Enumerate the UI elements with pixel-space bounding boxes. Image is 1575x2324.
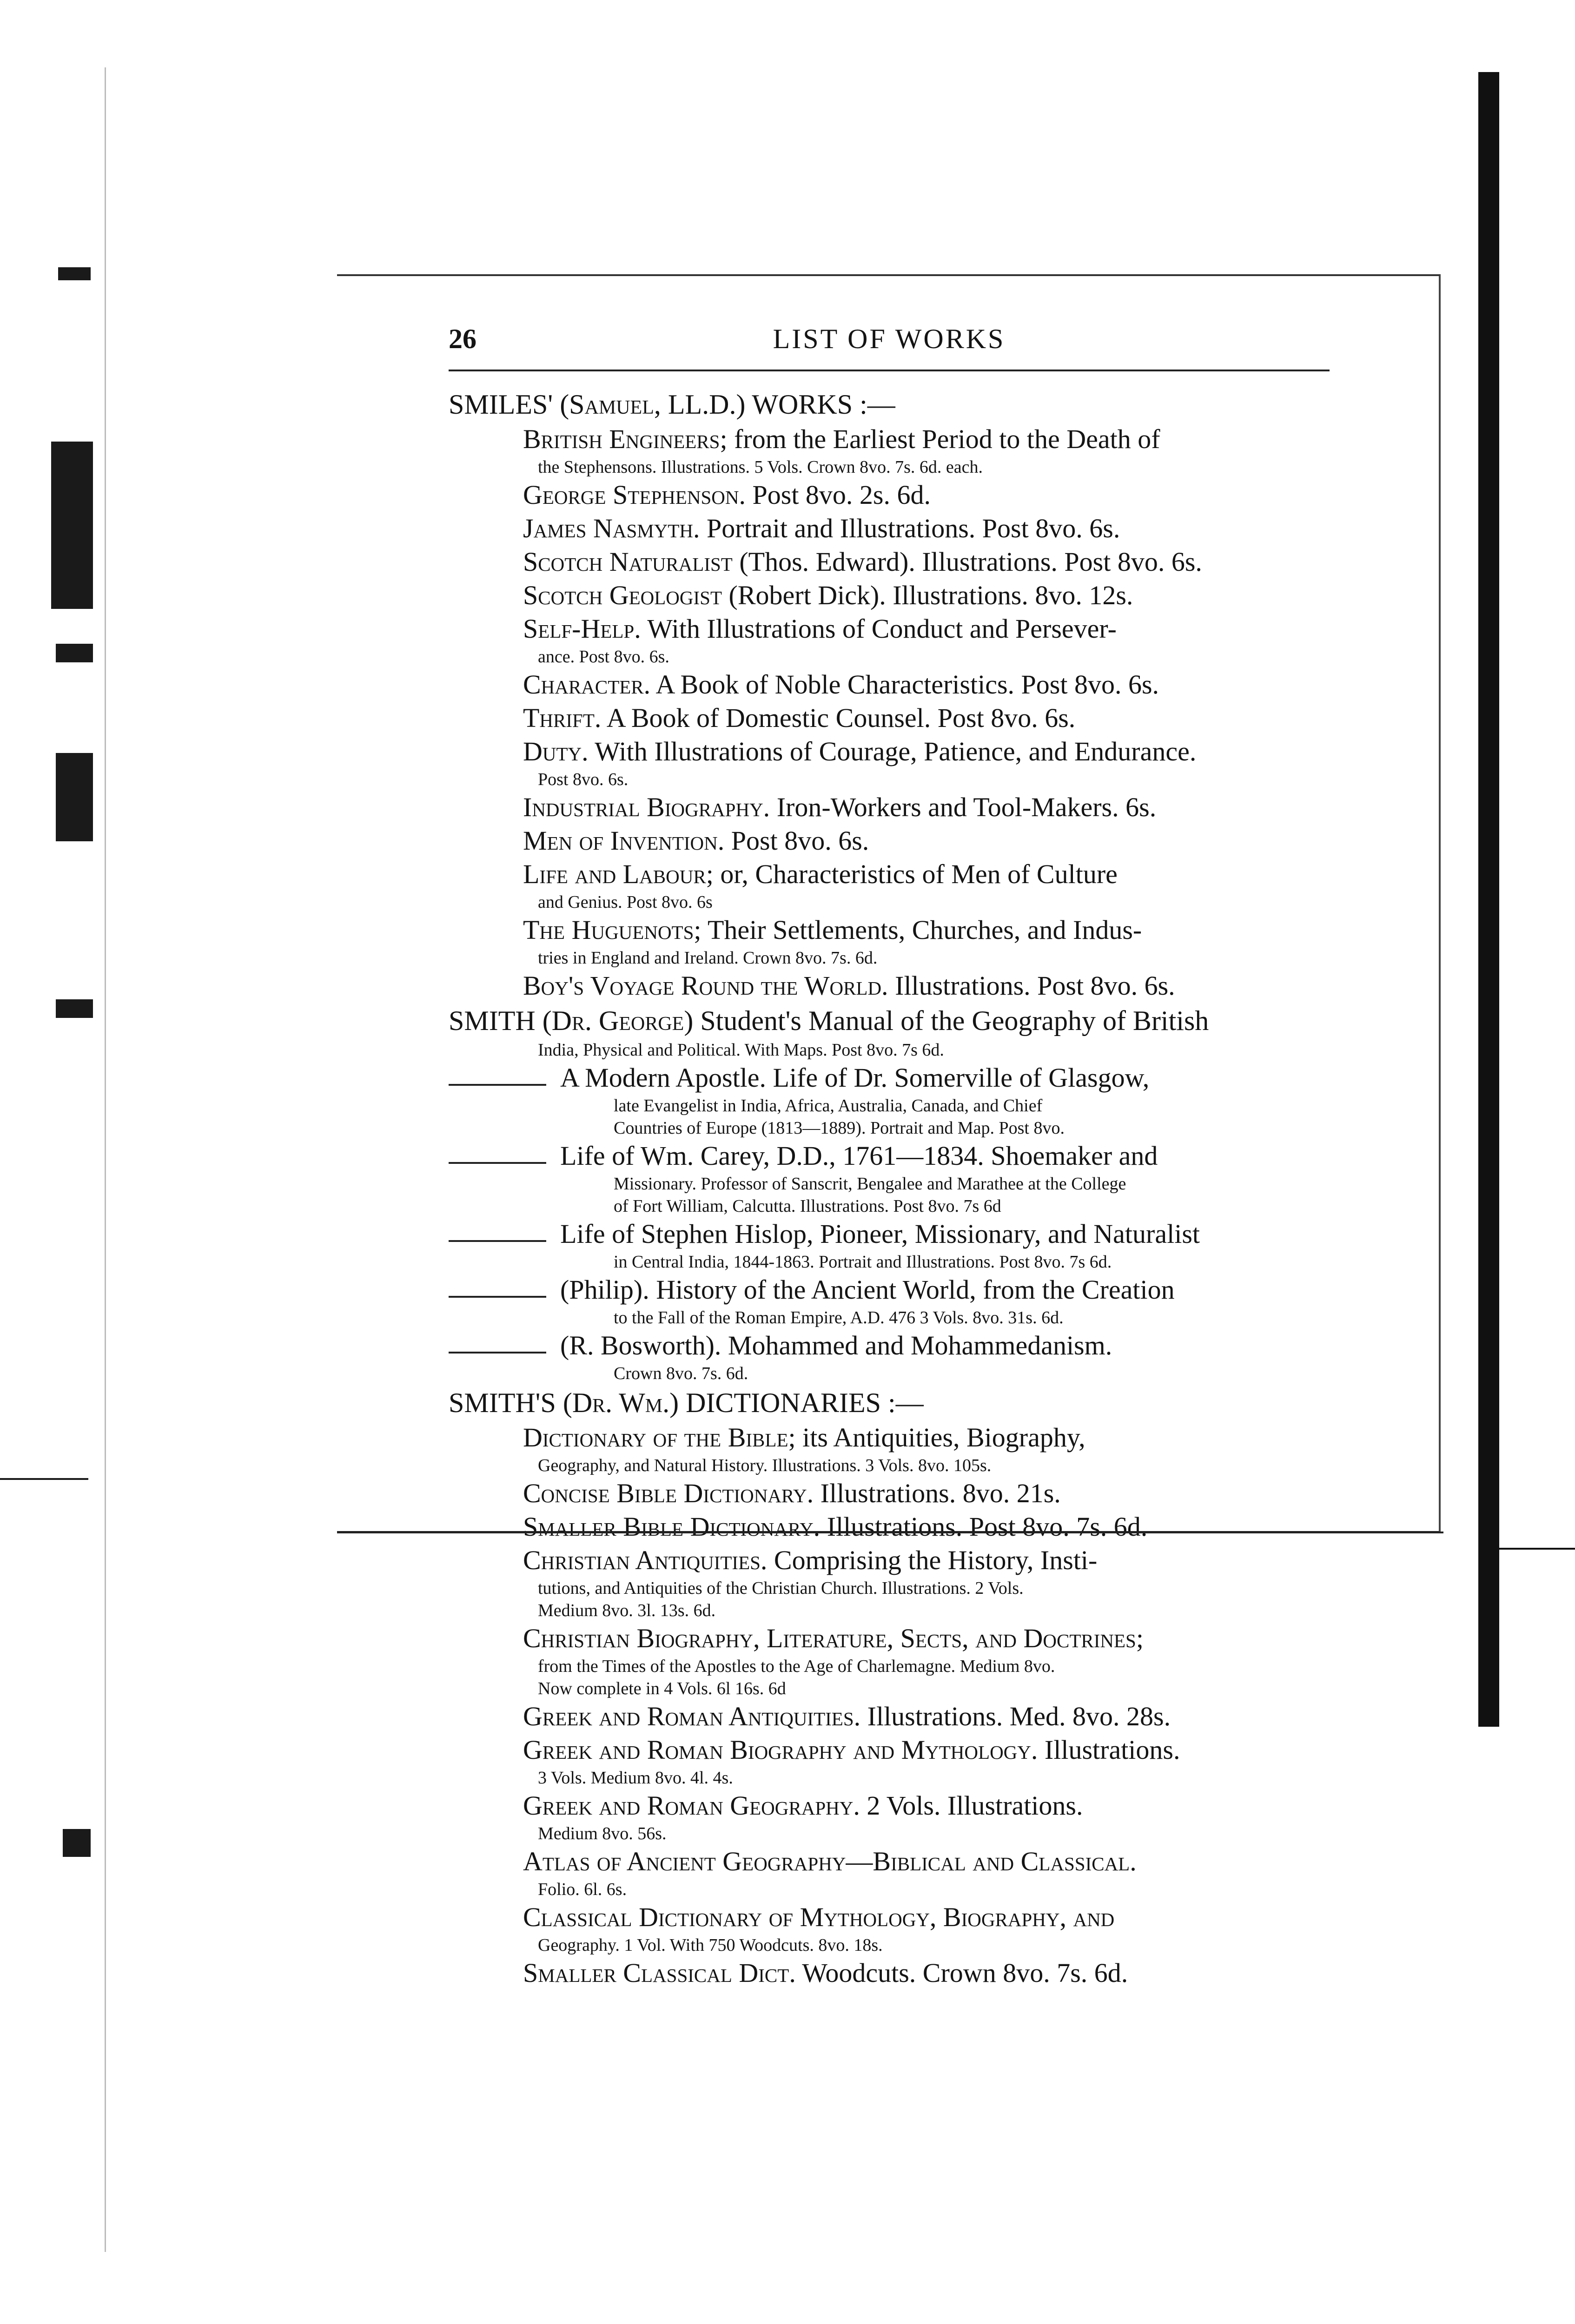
running-head [449,318,1330,371]
entry-title: Character. [523,669,651,700]
ditto-dash [449,1240,546,1242]
entry-title: Thrift. [523,703,602,733]
bottom-rule [344,1532,1443,1533]
scan-binding-bottom [1499,1548,1575,1550]
entry-detail: tries in England and Ireland. Crown 8vo. 7s. 6d. [538,948,878,968]
entry-text: Life of Stephen Hislop, Pioneer, Missionary, and Naturalist [560,1219,1200,1249]
entry-text: Illustrations. Med. 8vo. 28s. [860,1701,1171,1731]
entry-text: A Book of Noble Characteristics. Post 8vo. 6s. [650,669,1159,700]
list-item [523,1733,1330,1789]
page-content [449,318,1330,1990]
entry-title: Scotch Naturalist [523,547,733,577]
entry-title: Atlas of Ancient Geography—Biblical and Classical. [523,1846,1137,1876]
entry-text: Post 8vo. 6s. [724,825,869,856]
entry-text: Iron-Workers and Tool-Makers. 6s. [770,792,1157,822]
running-title: LIST OF WORKS [773,324,1006,354]
scan-mark [56,999,93,1018]
list-item [523,1845,1330,1901]
entry-detail: to the Fall of the Roman Empire, A.D. 476 3 Vols. 8vo. 31s. 6d. [614,1308,1064,1327]
list-item [449,1139,1330,1217]
entry-detail: Folio. 6l. 6s. [538,1880,627,1899]
scan-mark [63,1829,91,1857]
entry-title: Self-Help. [523,614,641,644]
list-item [523,824,1330,858]
entry-detail: of Fort William, Calcutta. Illustrations. Post 8vo. 7s 6d [614,1196,1001,1216]
entry-title: Smaller Classical Dict. [523,1958,796,1988]
list-item [523,1622,1330,1700]
heading-author: (Samuel, LL.D.) [560,389,746,420]
entry-text: With Illustrations of Conduct and Persever- [641,614,1117,644]
list-item [449,1061,1330,1139]
list-item [523,791,1330,824]
entry-text: ; its Antiquities, Biography, [788,1422,1085,1452]
heading-name: SMITH [449,1005,536,1036]
list-item [523,668,1330,701]
entry-detail: Medium 8vo. 3l. 13s. 6d. [538,1601,716,1620]
entry-text: (Robert Dick). Illustrations. 8vo. 12s. [722,580,1133,610]
entry-title: Greek and Roman Geography. [523,1790,860,1821]
list-item [523,478,1330,512]
entry-detail: tutions, and Antiquities of the Christian Church. Illustrations. 2 Vols. [538,1578,1024,1598]
entry-detail: Geography. 1 Vol. With 750 Woodcuts. 8vo. 18s. [538,1935,883,1955]
ditto-dash [449,1296,546,1298]
entry-detail: 3 Vols. Medium 8vo. 4l. 4s. [538,1768,733,1788]
scan-mark [56,753,93,841]
ditto-dash [449,1162,546,1164]
entry-title: Concise Bible Dictionary. [523,1478,814,1508]
list-item [523,701,1330,735]
entry-title: Dictionary of the Bible [523,1422,788,1452]
list-item [523,1544,1330,1622]
entry-text: Woodcuts. Crown 8vo. 7s. 6d. [795,1958,1128,1988]
entry-list [449,386,1330,1990]
heading-author: (Dr. George) [542,1005,694,1036]
ditto-dash [449,1352,546,1353]
entry-title: Classical Dictionary of Mythology, Biography, and [523,1902,1115,1932]
entry-text: With Illustrations of Courage, Patience, and Endurance. [588,736,1197,766]
entry-detail: Missionary. Professor of Sanscrit, Bengalee and Marathee at the College [614,1174,1126,1194]
entry-detail: Countries of Europe (1813—1889). Portrait and Map. Post 8vo. [614,1118,1065,1138]
list-item [523,579,1330,612]
scan-mark [58,267,91,280]
entry-title: Duty. [523,736,589,766]
entry-title: Greek and Roman Antiquities. [523,1701,861,1731]
entry-text: (Philip). History of the Ancient World, from the Creation [560,1274,1175,1305]
entry-title: James Nasmyth. [523,513,700,543]
entry-title: Industrial Biography. [523,792,770,822]
list-item [523,1956,1330,1990]
entry-title: Life and Labour [523,859,706,889]
entry-title: Christian Antiquities. [523,1545,768,1575]
entry-text: (Thos. Edward). Illustrations. Post 8vo. 6s. [732,547,1202,577]
list-item [523,612,1330,668]
entry-text: Portrait and Illustrations. Post 8vo. 6s. [700,513,1120,543]
section-heading [449,1003,1330,1039]
entry-text: Illustrations. Post 8vo. 6s. [888,971,1175,1001]
entry-detail: Now complete in 4 Vols. 6l 16s. 6d [538,1679,786,1698]
list-item [523,423,1330,478]
entry-detail: and Genius. Post 8vo. 6s [538,892,713,912]
list-item [523,735,1330,791]
entry-title: George Stephenson. [523,480,746,510]
entry-detail: Geography, and Natural History. Illustrations. 3 Vols. 8vo. 105s. [538,1456,992,1475]
entry-text: Life of Wm. Carey, D.D., 1761—1834. Shoemaker and [560,1141,1158,1171]
list-item [449,1329,1330,1385]
list-item [523,1477,1330,1510]
entry-title: Greek and Roman Biography and Mythology. [523,1735,1038,1765]
entry-text: Comprising the History, Insti- [767,1545,1098,1575]
entry-title: Men of Invention. [523,825,725,856]
entry-title: The Huguenots [523,915,694,945]
entry-text: ; Their Settlements, Churches, and Indus- [694,915,1142,945]
entry-text: A Modern Apostle. Life of Dr. Somerville of Glasgow, [560,1063,1150,1093]
entry-detail: Crown 8vo. 7s. 6d. [614,1364,748,1383]
scan-binding-edge [1478,72,1499,1727]
ditto-dash [449,1084,546,1086]
entry-title: British Engineers [523,424,720,454]
entry-detail: the Stephensons. Illustrations. 5 Vols. Crown 8vo. 7s. 6d. each. [538,457,983,477]
list-item [449,1217,1330,1273]
page-number: 26 [449,324,476,354]
entry-text: 2 Vols. Illustrations. [860,1790,1083,1821]
entry-detail: late Evangelist in India, Africa, Australia, Canada, and Chief [614,1096,1043,1116]
list-item [523,1421,1330,1477]
heading-detail: India, Physical and Political. With Maps. Post 8vo. 7s 6d. [538,1040,944,1060]
heading-name: SMILES' [449,389,553,420]
list-item [523,512,1330,545]
list-item [523,1789,1330,1845]
section-heading [449,1385,1330,1421]
scan-mark [56,644,93,662]
entry-detail: Medium 8vo. 56s. [538,1824,667,1843]
entry-text: ; from the Earliest Period to the Death of [720,424,1160,454]
section-heading [449,386,1330,423]
scan-mark [51,442,93,609]
entry-text: (R. Bosworth). Mohammed and Mohammedanism. [560,1330,1112,1360]
scan-mark [105,67,106,2252]
entry-title: Christian Biography, Literature, Sects, and Doctrines [523,1623,1136,1653]
entry-text: Illustrations. 8vo. 21s. [814,1478,1061,1508]
entry-title: Boy's Voyage Round the World. [523,971,888,1001]
entry-text: Illustrations. Post 8vo. 7s. 6d. [820,1512,1148,1542]
list-item [523,1510,1330,1544]
entry-text: Illustrations. [1038,1735,1180,1765]
entry-text: ; [1136,1623,1144,1653]
list-item [523,545,1330,579]
heading-author: (Dr. Wm.) [562,1387,679,1418]
list-item [523,1901,1330,1956]
entry-text: Post 8vo. 2s. 6d. [745,480,931,510]
heading-rest: Student's Manual of the Geography of British [693,1005,1209,1036]
entry-detail: from the Times of the Apostles to the Age of Charlemagne. Medium 8vo. [538,1657,1055,1676]
entry-text: ; or, Characteristics of Men of Culture [706,859,1118,889]
entry-title: Smaller Bible Dictionary. [523,1512,821,1542]
list-item [449,1273,1330,1329]
scan-mark [0,1478,88,1480]
entry-text: A Book of Domestic Counsel. Post 8vo. 6s. [601,703,1076,733]
list-item [523,858,1330,913]
entry-title: Scotch Geologist [523,580,722,610]
entry-detail: Post 8vo. 6s. [538,770,629,789]
heading-rest: DICTIONARIES :— [679,1387,924,1418]
list-item [523,913,1330,969]
list-item [523,969,1330,1003]
heading-name: SMITH'S [449,1387,556,1418]
entry-detail: in Central India, 1844-1863. Portrait and Illustrations. Post 8vo. 7s 6d. [614,1252,1112,1272]
entry-detail: ance. Post 8vo. 6s. [538,647,669,667]
list-item [523,1700,1330,1733]
heading-rest: WORKS :— [752,389,895,420]
